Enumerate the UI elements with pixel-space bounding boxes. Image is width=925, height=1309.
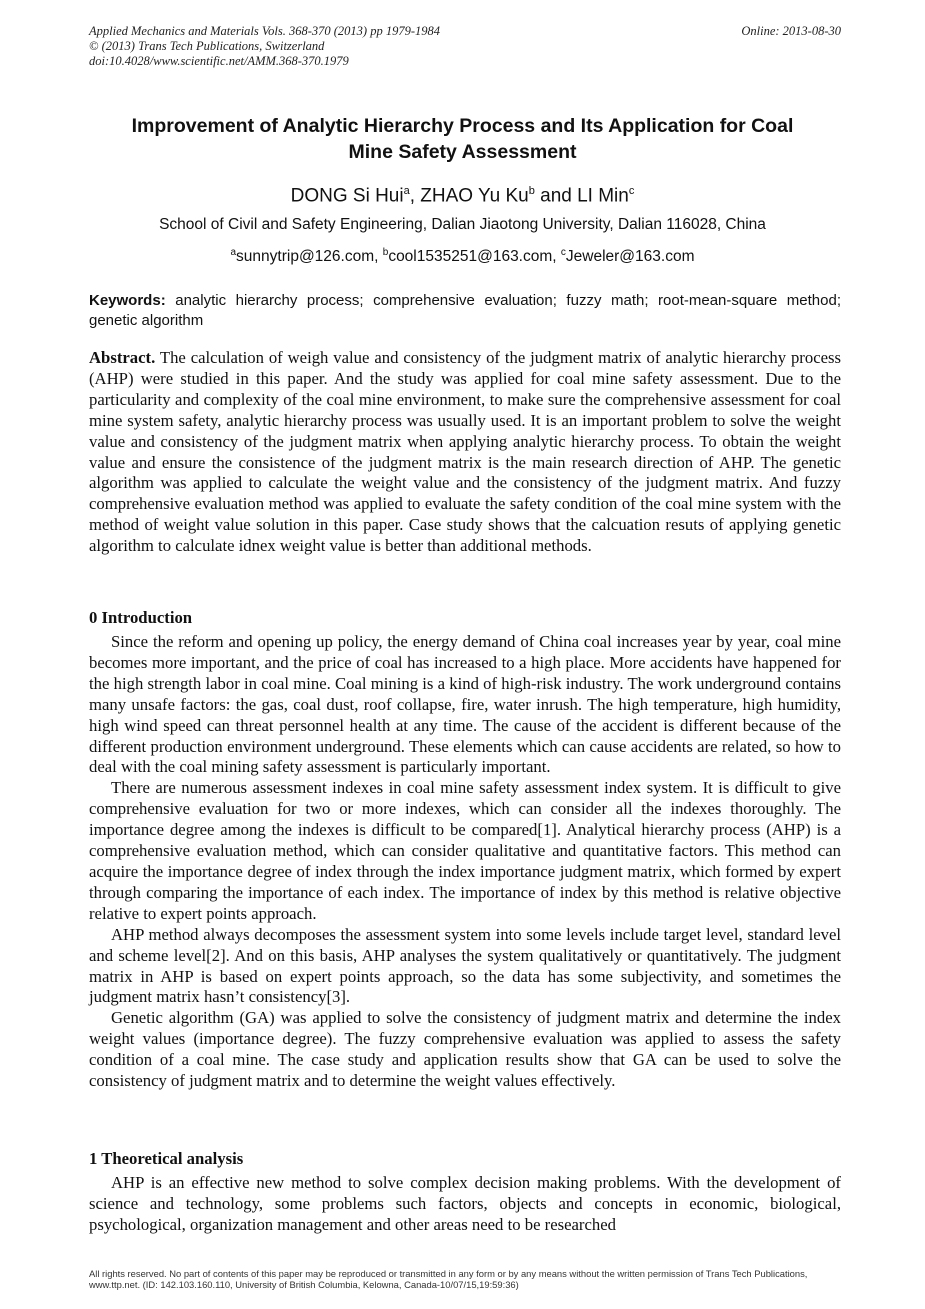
author-list bbox=[60, 178, 865, 209]
doi-link[interactable]: doi:10.4028/www.scientific.net/AMM.368-370.1979 bbox=[89, 54, 349, 68]
author-1-mark: a bbox=[403, 185, 410, 197]
paragraph: Since the reform and opening up policy, the energy demand of China coal increases year by year, coal mine becomes more important, and the price of coal has increased to a high place. More accidents have happened for the high strength labor in coal mine. Coal mining is a kind of high-risk industry. The work underground contains many unsafe factors: the gas, coal dust, roof collapse, fire, water inrush. The high temperature, high humidity, high wind speed can threat personnel health at any time. The cause of the accident is different because of the different production environment underground. These elements which can cause accidents are related, so how to deal with the coal mining safety assessment is particularly important. bbox=[89, 632, 841, 777]
keywords bbox=[89, 291, 841, 331]
email-mark-b: b bbox=[382, 247, 389, 258]
author-1: DONG Si Hui bbox=[290, 185, 404, 207]
title-line-2: Mine Safety Assessment bbox=[348, 141, 577, 163]
paragraph: AHP method always decomposes the assessment system into some levels include target level, standard level and scheme level[2]. And on this basis, AHP analyses the system qualitatively or quantitatively. The judgment matrix in AHP is based on expert points approach, so the data has some subjectivity, and sometimes the judgment matrix hasn’t consistency[3]. bbox=[89, 924, 841, 1007]
title-line-1: Improvement of Analytic Hierarchy Process and Its Application for Coal bbox=[131, 115, 794, 137]
author-3-mark: c bbox=[628, 185, 635, 197]
rights-footer: All rights reserved. No part of contents of this paper may be reproduced or transmitted in any form or by any means without the written permission of Trans Tech Publications, www.ttp.net. (ID: 142.103.160.110, University of British Columbia, Kelowna, Canada-10/07/15,19:59:36) bbox=[89, 1268, 808, 1290]
journal-citation: Applied Mechanics and Materials Vols. 368-370 (2013) pp 1979-1984 bbox=[89, 24, 440, 38]
email-2[interactable]: cool1535251@163.com, bbox=[388, 248, 561, 266]
journal-header bbox=[89, 24, 841, 69]
author-3: LI Min bbox=[577, 185, 629, 207]
email-1[interactable]: sunnytrip@126.com, bbox=[236, 248, 383, 266]
author-2-mark: b bbox=[528, 185, 535, 197]
copyright-line: © (2013) Trans Tech Publications, Switzerland bbox=[89, 39, 325, 53]
email-mark-a: a bbox=[230, 247, 237, 258]
theory-section bbox=[89, 1148, 841, 1236]
section-heading: 1 Theoretical analysis bbox=[89, 1149, 244, 1168]
abstract-label: Abstract. bbox=[89, 348, 156, 367]
keywords-label: Keywords: bbox=[89, 292, 166, 309]
author-emails bbox=[60, 242, 865, 268]
email-3[interactable]: Jeweler@163.com bbox=[565, 248, 695, 266]
affiliation: School of Civil and Safety Engineering, Dalian Jiaotong University, Dalian 116028, China bbox=[159, 216, 766, 233]
keywords-text: analytic hierarchy process; comprehensive evaluation; fuzzy math; root-mean-square method; genetic algorithm bbox=[89, 292, 841, 329]
abstract bbox=[89, 348, 841, 557]
abstract-text: The calculation of weigh value and consistency of the judgment matrix of analytic hierarchy process (AHP) were studied in this paper. And the study was applied for coal mine safety assessment. Due to the particularity and complexity of the coal mine environment, to make sure the comprehensive assessment for coal mine system safety, analytic hierarchy process was usually used. It is an important problem to solve the weight value and consistency of the judgment matrix when applying analytic hierarchy process. To obtain the weight value and ensure the consistence of the judgment matrix is the main research direction of AHP. The genetic algorithm was applied to calculate the weight value and the consistency of the judgment matrix. And fuzzy comprehensive evaluation method was applied to evaluate the safety condition of the coal mine system with the method of weight value solution in this paper. Case study shows that the calcuation resuts of applying genetic algorithm to calculate idnex weight value is better than additional methods. bbox=[89, 348, 841, 556]
online-date: Online: 2013-08-30 bbox=[741, 24, 841, 38]
author-separator: and bbox=[534, 185, 578, 207]
paper-title bbox=[60, 113, 865, 165]
paragraph: There are numerous assessment indexes in coal mine safety assessment index system. It is difficult to give comprehensive evaluation for two or more indexes, which can consider all the indexes thoroughly. The importance degree among the indexes is difficult to be compared[1]. Analytical hierarchy process (AHP) is a comprehensive evaluation method, which can consider qualitative and quantitative factors. This method can acquire the importance degree of index through the index importance judgment matrix, which formed by expert through comparing the importance of each index. The importance of index by this method is relative objective relative to expert points approach. bbox=[89, 778, 841, 923]
introduction-section bbox=[89, 607, 841, 1092]
email-mark-c: c bbox=[560, 247, 566, 258]
paragraph: AHP is an effective new method to solve complex decision making problems. With the development of science and technology, some problems such factors, objects and concepts in economic, biological, psychological, organization management and other areas need to be researched bbox=[89, 1173, 841, 1234]
author-separator: , bbox=[409, 185, 421, 207]
paragraph: Genetic algorithm (GA) was applied to solve the consistency of judgment matrix and determine the index weight values (importance degree). The fuzzy comprehensive evaluation was applied to assess the safety condition of a coal mine. The case study and application results show that GA can be used to solve the consistency of judgment matrix and to determine the weight values effectively. bbox=[89, 1008, 841, 1091]
section-heading: 0 Introduction bbox=[89, 608, 193, 627]
author-2: ZHAO Yu Ku bbox=[420, 185, 529, 207]
